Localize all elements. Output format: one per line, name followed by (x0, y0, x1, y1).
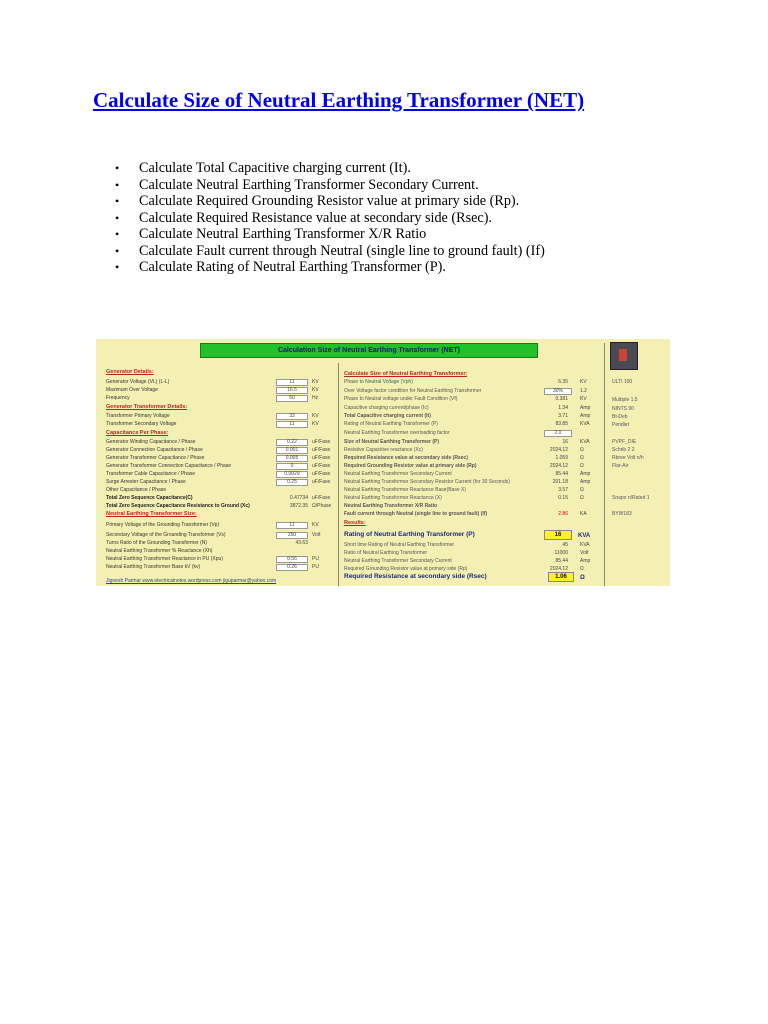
list-item: • Calculate Fault current through Neutral (single line to ground fault) (If) (115, 243, 545, 260)
unit: Ω (580, 455, 584, 461)
unit: Ω (580, 487, 584, 493)
side-note: BYW183 (612, 511, 632, 517)
unit: PU (312, 556, 319, 562)
value-cell: 2024.12 (549, 463, 568, 469)
unit: Amp (580, 413, 591, 419)
row-label: Required Grounding Resistor value at primary side (Rp) (344, 566, 468, 572)
unit: KV (312, 387, 319, 393)
row-label: Other Capacitance / Phase (106, 487, 167, 493)
list-item: • Calculate Rating of Neutral Earthing Transformer (P). (115, 259, 545, 276)
divider (604, 343, 605, 586)
unit: uF/Fase (312, 471, 331, 477)
value-cell: 6.35 (558, 379, 568, 385)
row-label: Frequency (106, 395, 130, 401)
value-cell: 16 (562, 439, 568, 445)
value-cell[interactable]: 0.25 (276, 479, 308, 486)
section-heading: Generator Details: (106, 369, 154, 375)
row-label: Generator Connection Capacitance / Phase (106, 447, 203, 453)
row-label: Transformer Secondary Voltage (106, 421, 177, 427)
sheet-header: Calculation Size of Neutral Earthing Transformer (NET) (200, 343, 538, 358)
list-item: • Calculate Total Capacitive charging current (It). (115, 160, 545, 177)
side-note: Snapo n/Rated 1 (612, 495, 650, 501)
row-label: Surge Arrester Capacitance / Phase (106, 479, 186, 485)
row-label: Phase to Neutral Voltage (Vph) (344, 379, 413, 385)
unit: Amp (580, 558, 591, 564)
unit: KVA (580, 542, 590, 548)
unit: KV (312, 379, 319, 385)
result-value: 1.06 (548, 572, 574, 582)
value-cell: 2024.12 (549, 447, 568, 453)
value-cell: 3872.35 (289, 503, 308, 509)
list-item: • Calculate Neutral Earthing Transformer X/R Ratio (115, 226, 545, 243)
value-cell: 11000 (554, 550, 568, 556)
section-heading: Neutral Earthing Transformer Size: (106, 511, 197, 517)
value-cell: 85.44 (555, 558, 568, 564)
row-label: Generator Voltage (VL) (L-L) (106, 379, 170, 385)
row-label: Transformer Cable Capacitance / Phase (106, 471, 196, 477)
list-item: • Calculate Neutral Earthing Transformer Secondary Current. (115, 177, 545, 194)
footer-link[interactable]: Jignesh Parmar www.electricalnotes.wordpress.com jiguparmar@yahoo.com (106, 578, 277, 584)
row-label: Short time Rating of Neutral Earthing Transformer (344, 542, 455, 548)
row-label: Transformer Primary Voltage (106, 413, 170, 419)
unit: Volt (312, 532, 321, 538)
row-label: Ratio of Neutral Earthing Transformer (344, 550, 428, 556)
row-label: Total Zero Sequence Capacitance(C) (106, 495, 193, 501)
value-cell: 0.15 (558, 495, 568, 501)
row-label: Over Voltage factor condition for Neutral Earthing Transformer (344, 388, 482, 394)
value-cell[interactable]: 30% (544, 388, 572, 395)
value-cell[interactable]: 50 (276, 395, 308, 402)
value-cell[interactable]: 250 (276, 532, 308, 539)
side-note: NINTS 90 (612, 406, 634, 412)
value-cell[interactable]: 0.0029 (276, 471, 308, 478)
unit: uF/Fase (312, 439, 331, 445)
value-cell[interactable]: 11 (276, 522, 308, 529)
value-cell[interactable]: 2.0 (544, 430, 572, 437)
side-note: Rbree Volt n/h (612, 455, 644, 461)
row-label: Neutral Earthing Transformer Secondary Current (344, 558, 452, 564)
value-cell: 2024.12 (549, 566, 568, 572)
unit: PU (312, 564, 319, 570)
unit: KV (580, 396, 587, 402)
unit: uF/Fase (312, 495, 331, 501)
unit: Ω/Phase (312, 503, 332, 509)
side-note: Flar-Air (612, 463, 629, 469)
value-cell: 201.18 (552, 479, 568, 485)
side-note: Multiple 1.5 (612, 397, 638, 403)
unit: Ω (580, 463, 584, 469)
result-value: 16 (544, 530, 572, 540)
unit: Ω (580, 495, 584, 501)
section-heading: Results: (344, 520, 366, 526)
divider (338, 363, 339, 586)
row-label: Total Zero Sequence Capacitance Resistance to Ground (Xc) (106, 503, 250, 509)
row-label: Neutral Earthing Transformer % Reactance (Xh) (106, 548, 213, 554)
side-note: ULTI 100 (612, 379, 633, 385)
unit: uF/Fase (312, 463, 331, 469)
task-list (115, 160, 545, 276)
value-cell: 45 (562, 542, 568, 548)
unit: KVA (580, 439, 590, 445)
unit: Ω (580, 566, 584, 572)
value-cell: 0.381 (555, 396, 568, 402)
row-label: Generator Winding Capacitance / Phase (106, 439, 196, 445)
value-cell: 0.47734 (289, 495, 308, 501)
unit: KVA (578, 533, 591, 539)
unit: KV (312, 413, 319, 419)
transformer-icon (610, 342, 638, 370)
row-label: Neutral Earthing Transformer Secondary Current (344, 471, 452, 477)
list-item: • Calculate Required Grounding Resistor value at primary side (Rp). (115, 193, 545, 210)
unit: Amp (580, 479, 591, 485)
unit: KV (312, 421, 319, 427)
value-cell[interactable]: 0 (276, 463, 308, 470)
unit: KV (312, 522, 319, 528)
side-note: Bt-Deb (612, 414, 628, 420)
row-label: Neutral Earthing Transformer Reactance in PU (Xpu) (106, 556, 223, 562)
unit: 1.2 (580, 388, 587, 394)
row-label: Turns Ratio of the Grounding Transformer (N) (106, 540, 207, 546)
side-note: Pendlet (612, 422, 629, 428)
row-label: Neutral Earthing Transformer Base kV (kv) (106, 564, 201, 570)
row-label: Rating of Neutral Earthing Transformer (P) (344, 421, 438, 427)
row-label: Maximum Over Voltage (106, 387, 158, 393)
unit: Ω (580, 575, 585, 581)
value-cell: 2.86 (558, 511, 568, 517)
value-cell[interactable]: 16.5 (276, 387, 308, 394)
row-label: Neutral Earthing Transformer Reactance Base(Base X) (344, 487, 466, 493)
value-cell: 1.059 (555, 455, 568, 461)
row-label: Size of Neutral Earthing Transformer (P) (344, 439, 440, 445)
row-label: Generator Transformer Connection Capacitance / Phase (106, 463, 232, 469)
side-note: PVPF_DIE (612, 439, 637, 445)
value-cell: 43.63 (295, 540, 308, 546)
value-cell: 83.85 (555, 421, 568, 427)
unit: Ω (580, 447, 584, 453)
unit: KVA (580, 421, 590, 427)
value-cell[interactable]: 11 (276, 379, 308, 386)
value-cell: 3.71 (558, 413, 568, 419)
row-label: Capacitive charging current/phase (Ic) (344, 405, 429, 411)
row-label: Neutral Earthing Transformer overloading factor (344, 430, 450, 436)
row-label: Neutral Earthing Transformer Reactance (X) (344, 495, 442, 501)
unit: uF/Fase (312, 455, 331, 461)
side-note: Schrib 2 2 (612, 447, 635, 453)
row-label: Resistive Capacitive reactance (Xc) (344, 447, 423, 453)
value-cell[interactable]: 11 (276, 421, 308, 428)
unit: uF/Fase (312, 479, 331, 485)
section-heading: Calculate Size of Neutral Earthing Transformer: (344, 371, 468, 377)
result-label: Required Resistance at secondary side (Rsec) (344, 573, 487, 580)
row-label: Neutral Earthing Transformer Secondary Resistor Current (for 30 Seconds) (344, 479, 510, 485)
unit: uF/Fase (312, 447, 331, 453)
value-cell[interactable]: 0.56 (276, 556, 308, 563)
row-label: Generator Transformer Capacitance / Phase (106, 455, 205, 461)
row-label: Secondary Voltage of the Grounding Transformer (Vs) (106, 532, 226, 538)
section-heading: Generator Transformer Details: (106, 404, 188, 410)
row-label: Primary Voltage of the Grounding Transformer (Vp) (106, 522, 220, 528)
unit: Volt (580, 550, 589, 556)
spreadsheet-image (96, 339, 670, 586)
row-label: Neutral Earthing Transformer X/R Ratio (344, 503, 438, 509)
row-label: Total Capacitive charging current (It) (344, 413, 431, 419)
unit: KV (580, 379, 587, 385)
value-cell[interactable]: 0.001 (276, 447, 308, 454)
unit: Hz (312, 395, 319, 401)
value-cell: 1.34 (558, 405, 568, 411)
result-label: Rating of Neutral Earthing Transformer (P) (344, 531, 475, 538)
value-cell[interactable]: 0.26 (276, 564, 308, 571)
row-label: Phase to Neutral voltage under Fault Condition (Vf) (344, 396, 458, 402)
row-label: Fault current through Neutral (single line to ground fault) (If) (344, 511, 488, 517)
unit: KA (580, 511, 587, 517)
value-cell[interactable]: 0.22 (276, 439, 308, 446)
section-heading: Capacitance Per Phase: (106, 430, 169, 436)
page-title[interactable]: Calculate Size of Neutral Earthing Transformer (NET) (93, 88, 585, 112)
list-item: • Calculate Required Resistance value at secondary side (Rsec). (115, 210, 545, 227)
unit: Amp (580, 471, 591, 477)
row-label: Required Resistance value at secondary side (Rsec) (344, 455, 468, 461)
value-cell[interactable]: 0.005 (276, 455, 308, 462)
unit: Amp (580, 405, 591, 411)
row-label: Required Grounding Resistor value at primary side (Rp) (344, 463, 477, 469)
value-cell: 3.57 (558, 487, 568, 493)
value-cell: 85.44 (555, 471, 568, 477)
value-cell[interactable]: 33 (276, 413, 308, 420)
